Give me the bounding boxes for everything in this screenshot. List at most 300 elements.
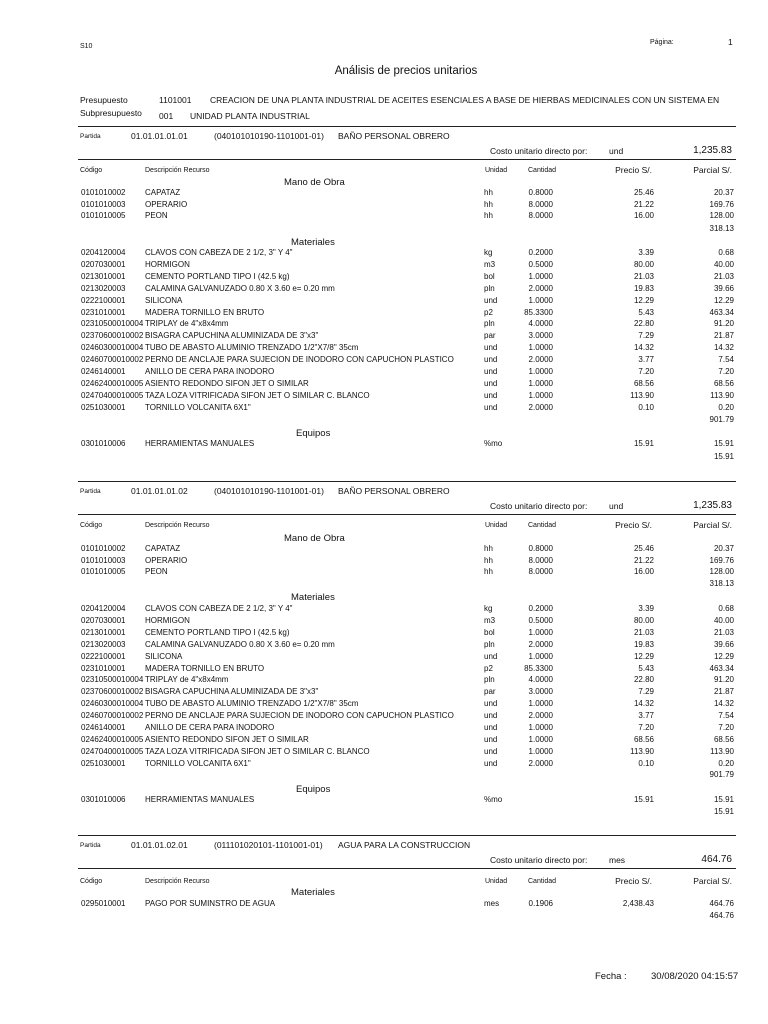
table-row xyxy=(0,379,768,389)
cell-price: 7.29 xyxy=(638,687,654,697)
cell-unit: hh xyxy=(484,211,493,220)
cell-quantity: 0.1906 xyxy=(528,899,553,908)
cell-price: 15.91 xyxy=(633,795,654,804)
cell-unit: und xyxy=(484,699,498,709)
cell-parcial: 463.34 xyxy=(709,307,734,317)
cell-parcial: 21.03 xyxy=(713,627,734,637)
table-row xyxy=(0,544,768,554)
cell-price: 113.90 xyxy=(630,390,654,400)
col-unidad: Unidad xyxy=(485,878,508,885)
partida-name: BAÑO PERSONAL OBRERO xyxy=(338,131,450,141)
cell-description: ANILLO DE CERA PARA INODORO xyxy=(145,367,275,376)
cell-price: 3.39 xyxy=(638,604,654,613)
table-row xyxy=(0,556,768,566)
cell-unit: und xyxy=(484,343,498,353)
cell-description: SILICONA xyxy=(145,651,183,661)
partida-label: Partida xyxy=(80,133,101,140)
cell-price: 68.56 xyxy=(633,378,654,388)
divider xyxy=(78,514,736,515)
subtotal-materiales: 464.76 xyxy=(709,911,734,920)
cell-parcial: 464.76 xyxy=(709,899,734,908)
presupuesto-name: CREACION DE UNA PLANTA INDUSTRIAL DE ACEITES ESENCIALES A BASE DE HIERBAS MEDICINALES CON UN SISTEMA EN xyxy=(210,95,720,105)
cell-unit: und xyxy=(484,734,498,744)
cell-unit: par xyxy=(484,687,496,697)
cell-price: 12.29 xyxy=(633,651,654,661)
cell-parcial: 7.20 xyxy=(718,367,734,376)
cell-description: TAZA LOZA VITRIFICADA SIFON JET O SIMILAR C. BLANCO xyxy=(145,746,370,756)
cell-unit: kg xyxy=(484,604,493,613)
cell-quantity: 0.2000 xyxy=(528,248,553,257)
cell-unit: m3 xyxy=(484,259,496,269)
cell-description: TORNILLO VOLCANITA 6X1" xyxy=(145,402,251,412)
group-mano-obra: Mano de Obra xyxy=(284,533,345,544)
cell-price: 3.39 xyxy=(638,248,654,257)
cell-description: CLAVOS CON CABEZA DE 2 1/2, 3" Y 4" xyxy=(145,248,293,257)
partida-code: 01.01.01.02.01 xyxy=(131,840,188,850)
table-row xyxy=(0,343,768,353)
cell-quantity: 2.0000 xyxy=(528,283,553,293)
cell-parcial: 68.56 xyxy=(713,734,734,744)
cell-unit: und xyxy=(484,746,498,756)
cell-price: 3.77 xyxy=(638,711,654,721)
cell-price: 19.83 xyxy=(633,283,654,293)
table-row xyxy=(0,355,768,365)
cell-quantity: 1.0000 xyxy=(528,699,553,709)
table-row xyxy=(0,795,768,805)
table-row xyxy=(0,260,768,270)
subtotal-equipos: 15.91 xyxy=(713,807,734,816)
cell-unit: kg xyxy=(484,248,493,257)
costo-label: Costo unitario directo por: xyxy=(490,501,588,511)
cell-quantity: 85.3300 xyxy=(524,307,553,317)
cell-unit: hh xyxy=(484,567,493,576)
cell-quantity: 1.0000 xyxy=(528,378,553,388)
fecha-label: Fecha : xyxy=(595,971,627,982)
col-precio: Precio S/. xyxy=(615,520,652,530)
cell-code: 0101010003 xyxy=(81,199,126,209)
divider xyxy=(78,481,736,482)
col-descripcion: Descripción Recurso xyxy=(145,878,210,885)
partida-label: Partida xyxy=(80,488,101,495)
table-row xyxy=(0,319,768,329)
cell-description: MADERA TORNILLO EN BRUTO xyxy=(145,663,265,673)
cell-parcial: 21.87 xyxy=(713,687,734,697)
cell-unit: und xyxy=(484,402,498,412)
cell-price: 5.43 xyxy=(638,663,654,673)
cell-code: 0246140001 xyxy=(81,367,126,376)
col-codigo: Código xyxy=(80,167,103,174)
cell-quantity: 0.8000 xyxy=(528,188,553,197)
cell-description: OPERARIO xyxy=(145,555,188,565)
table-row xyxy=(0,567,768,577)
col-unidad: Unidad xyxy=(485,522,508,529)
cell-price: 7.20 xyxy=(638,367,654,376)
divider xyxy=(78,835,736,836)
cell-price: 2,438.43 xyxy=(622,899,654,908)
cell-quantity: 4.0000 xyxy=(528,675,553,685)
cell-parcial: 113.90 xyxy=(710,390,734,400)
table-row xyxy=(0,248,768,258)
cell-code: 0207030001 xyxy=(81,259,126,269)
cell-unit: m3 xyxy=(484,615,496,625)
cell-unit: %mo xyxy=(484,795,503,804)
table-row xyxy=(0,640,768,650)
col-cantidad: Cantidad xyxy=(528,167,557,174)
col-parcial: Parcial S/. xyxy=(693,520,732,530)
cell-parcial: 20.37 xyxy=(713,188,734,197)
cell-parcial: 14.32 xyxy=(713,343,734,353)
partida-ref: (040101010190-1101001-01) xyxy=(214,486,324,496)
cell-price: 21.03 xyxy=(633,627,654,637)
table-row xyxy=(0,331,768,341)
cell-code: 0301010006 xyxy=(81,795,126,804)
table-row xyxy=(0,403,768,413)
costo-total: 464.76 xyxy=(701,854,732,865)
subpresupuesto-name: UNIDAD PLANTA INDUSTRIAL xyxy=(190,111,310,121)
cell-code: 0101010002 xyxy=(81,188,126,197)
col-descripcion: Descripción Recurso xyxy=(145,167,210,174)
cell-parcial: 40.00 xyxy=(713,259,734,269)
cell-unit: und xyxy=(484,295,498,305)
cell-unit: und xyxy=(484,390,498,400)
cell-quantity: 1.0000 xyxy=(528,627,553,637)
col-codigo: Código xyxy=(80,878,103,885)
group-equipos: Equipos xyxy=(296,428,331,439)
partida-ref: (011101020101-1101001-01) xyxy=(214,840,323,850)
cell-parcial: 0.20 xyxy=(718,402,734,412)
cell-price: 14.32 xyxy=(633,343,654,353)
cell-quantity: 0.5000 xyxy=(528,615,553,625)
cell-parcial: 169.76 xyxy=(709,555,734,565)
cell-quantity: 1.0000 xyxy=(528,390,553,400)
cell-parcial: 91.20 xyxy=(713,319,734,329)
cell-quantity: 1.0000 xyxy=(528,295,553,305)
cell-description: TRIPLAY de 4"x8x4mm xyxy=(145,319,229,329)
cell-code: 02460300010004 xyxy=(81,699,144,709)
cell-parcial: 40.00 xyxy=(713,615,734,625)
cell-quantity: 2.0000 xyxy=(528,402,553,412)
cell-code: 0101010005 xyxy=(81,567,126,576)
cell-description: PERNO DE ANCLAJE PARA SUJECION DE INODORO CON CAPUCHON PLASTICO xyxy=(145,355,454,365)
cell-code: 02310500010004 xyxy=(81,319,144,329)
cell-code: 0246140001 xyxy=(81,723,126,732)
cell-price: 22.80 xyxy=(633,319,654,329)
subtotal-mano-obra: 318.13 xyxy=(709,224,734,233)
cell-description: CEMENTO PORTLAND TIPO I (42.5 kg) xyxy=(145,271,290,281)
cell-description: ASIENTO REDONDO SIFON JET O SIMILAR xyxy=(145,734,309,744)
cell-description: HERRAMIENTAS MANUALES xyxy=(145,439,255,448)
cell-description: TUBO DE ABASTO ALUMINIO TRENZADO 1/2"X7/8" 35cm xyxy=(145,699,359,709)
cell-code: 0213020003 xyxy=(81,283,126,293)
cell-quantity: 8.0000 xyxy=(528,555,553,565)
cell-unit: und xyxy=(484,355,498,365)
presupuesto-code: 1101001 xyxy=(159,95,192,105)
cell-quantity: 1.0000 xyxy=(528,723,553,732)
cell-description: MADERA TORNILLO EN BRUTO xyxy=(145,307,265,317)
cell-parcial: 14.32 xyxy=(713,699,734,709)
cell-description: PAGO POR SUMINSTRO DE AGUA xyxy=(145,899,276,908)
cell-unit: pln xyxy=(484,319,495,329)
cell-parcial: 113.90 xyxy=(710,746,734,756)
cell-parcial: 39.66 xyxy=(713,283,734,293)
cell-parcial: 12.29 xyxy=(713,651,734,661)
cell-code: 0251030001 xyxy=(81,758,126,768)
page-number: 1 xyxy=(728,37,733,47)
cell-code: 02460300010004 xyxy=(81,343,144,353)
cell-code: 0222100001 xyxy=(81,651,126,661)
costo-total: 1,235.83 xyxy=(693,145,732,156)
cell-quantity: 1.0000 xyxy=(528,343,553,353)
cell-description: CAPATAZ xyxy=(145,544,181,553)
cell-description: TUBO DE ABASTO ALUMINIO TRENZADO 1/2"X7/8" 35cm xyxy=(145,343,359,353)
cell-price: 68.56 xyxy=(633,734,654,744)
cell-description: PERNO DE ANCLAJE PARA SUJECION DE INODORO CON CAPUCHON PLASTICO xyxy=(145,711,454,721)
fecha-value: 30/08/2020 04:15:57 xyxy=(651,971,739,982)
cell-unit: und xyxy=(484,651,498,661)
table-row xyxy=(0,687,768,697)
cell-parcial: 39.66 xyxy=(713,639,734,649)
group-mano-obra: Mano de Obra xyxy=(284,177,345,188)
table-row xyxy=(0,711,768,721)
cell-quantity: 1.0000 xyxy=(528,651,553,661)
cell-code: 0204120004 xyxy=(81,604,126,613)
col-cantidad: Cantidad xyxy=(528,878,557,885)
table-row xyxy=(0,699,768,709)
cell-price: 15.91 xyxy=(633,439,654,448)
cell-description: TRIPLAY de 4"x8x4mm xyxy=(145,675,229,685)
subpresupuesto-code: 001 xyxy=(159,111,174,121)
partida-name: AGUA PARA LA CONSTRUCCION xyxy=(338,840,471,850)
cell-description: OPERARIO xyxy=(145,199,188,209)
cell-description: SILICONA xyxy=(145,295,183,305)
cell-description: TORNILLO VOLCANITA 6X1" xyxy=(145,758,251,768)
table-row xyxy=(0,735,768,745)
cell-parcial: 7.54 xyxy=(718,711,734,721)
cell-code: 0251030001 xyxy=(81,402,126,412)
col-unidad: Unidad xyxy=(485,167,508,174)
cell-code: 0204120004 xyxy=(81,248,126,257)
cell-parcial: 169.76 xyxy=(709,199,734,209)
cell-parcial: 21.87 xyxy=(713,331,734,341)
cell-parcial: 7.20 xyxy=(718,723,734,732)
cell-quantity: 8.0000 xyxy=(528,567,553,576)
cell-code: 0213010001 xyxy=(81,271,126,281)
cell-quantity: 2.0000 xyxy=(528,355,553,365)
partida-label: Partida xyxy=(80,842,101,849)
cell-description: ASIENTO REDONDO SIFON JET O SIMILAR xyxy=(145,378,309,388)
cell-code: 02460700010002 xyxy=(81,711,144,721)
cell-parcial: 91.20 xyxy=(713,675,734,685)
cell-parcial: 15.91 xyxy=(713,795,734,804)
cell-price: 0.10 xyxy=(638,402,654,412)
cell-code: 0231010001 xyxy=(81,663,126,673)
cell-unit: hh xyxy=(484,188,493,197)
divider xyxy=(78,868,736,869)
cell-price: 14.32 xyxy=(633,699,654,709)
cell-price: 80.00 xyxy=(633,259,654,269)
cell-unit: bol xyxy=(484,627,495,637)
group-materiales: Materiales xyxy=(291,887,335,898)
table-row xyxy=(0,367,768,377)
cell-code: 0213010001 xyxy=(81,627,126,637)
costo-total: 1,235.83 xyxy=(693,500,732,511)
cell-parcial: 128.00 xyxy=(709,211,734,220)
partida-name: BAÑO PERSONAL OBRERO xyxy=(338,486,450,496)
table-row xyxy=(0,664,768,674)
table-row xyxy=(0,747,768,757)
cell-quantity: 8.0000 xyxy=(528,199,553,209)
cell-description: CLAVOS CON CABEZA DE 2 1/2, 3" Y 4" xyxy=(145,604,293,613)
cell-description: CAPATAZ xyxy=(145,188,181,197)
cell-code: 02370600010002 xyxy=(81,331,144,341)
cell-quantity: 0.2000 xyxy=(528,604,553,613)
cell-price: 80.00 xyxy=(633,615,654,625)
cell-unit: p2 xyxy=(484,307,493,317)
cell-quantity: 85.3300 xyxy=(524,663,553,673)
cell-unit: hh xyxy=(484,199,493,209)
cell-price: 21.22 xyxy=(633,555,654,565)
cell-price: 21.03 xyxy=(633,271,654,281)
cell-price: 7.20 xyxy=(638,723,654,732)
cell-parcial: 0.68 xyxy=(718,604,734,613)
cell-unit: pln xyxy=(484,283,495,293)
cell-quantity: 1.0000 xyxy=(528,271,553,281)
partida-code: 01.01.01.01.02 xyxy=(131,486,188,496)
cell-unit: bol xyxy=(484,271,495,281)
col-parcial: Parcial S/. xyxy=(693,165,732,175)
cell-code: 02462400010005 xyxy=(81,734,144,744)
cell-code: 0101010002 xyxy=(81,544,126,553)
cell-code: 0222100001 xyxy=(81,295,126,305)
cell-code: 0207030001 xyxy=(81,615,126,625)
group-materiales: Materiales xyxy=(291,592,335,603)
cell-parcial: 463.34 xyxy=(709,663,734,673)
cell-price: 25.46 xyxy=(633,188,654,197)
cell-unit: und xyxy=(484,367,498,376)
cell-description: HORMIGON xyxy=(145,615,190,625)
partida-code: 01.01.01.01.01 xyxy=(131,131,188,141)
cell-parcial: 7.54 xyxy=(718,355,734,365)
cell-parcial: 0.68 xyxy=(718,248,734,257)
subtotal-materiales: 901.79 xyxy=(709,770,734,779)
col-codigo: Código xyxy=(80,522,103,529)
cell-unit: und xyxy=(484,378,498,388)
table-row xyxy=(0,604,768,614)
cell-price: 16.00 xyxy=(633,567,654,576)
col-precio: Precio S/. xyxy=(615,876,652,886)
divider xyxy=(78,126,736,127)
cell-code: 0295010001 xyxy=(81,899,126,908)
costo-unit: mes xyxy=(609,855,626,865)
cell-price: 16.00 xyxy=(633,211,654,220)
table-row xyxy=(0,723,768,733)
costo-label: Costo unitario directo por: xyxy=(490,146,588,156)
cell-description: ANILLO DE CERA PARA INODORO xyxy=(145,723,275,732)
cell-unit: hh xyxy=(484,544,493,553)
cell-price: 25.46 xyxy=(633,544,654,553)
cell-description: PEON xyxy=(145,211,168,220)
cell-unit: und xyxy=(484,723,498,732)
table-row xyxy=(0,188,768,198)
costo-label: Costo unitario directo por: xyxy=(490,855,588,865)
cell-code: 0301010006 xyxy=(81,439,126,448)
cell-parcial: 68.56 xyxy=(713,378,734,388)
cell-parcial: 128.00 xyxy=(709,567,734,576)
cell-quantity: 8.0000 xyxy=(528,211,553,220)
system-label: S10 xyxy=(80,43,93,50)
table-row xyxy=(0,899,768,909)
subpresupuesto-label: Subpresupuesto xyxy=(80,108,142,118)
cell-price: 12.29 xyxy=(633,295,654,305)
cell-description: HORMIGON xyxy=(145,259,190,269)
cell-quantity: 3.0000 xyxy=(528,687,553,697)
cell-code: 02310500010004 xyxy=(81,675,144,685)
cell-quantity: 1.0000 xyxy=(528,367,553,376)
cell-quantity: 0.8000 xyxy=(528,544,553,553)
cell-unit: und xyxy=(484,758,498,768)
cell-quantity: 2.0000 xyxy=(528,758,553,768)
cell-parcial: 20.37 xyxy=(713,544,734,553)
cell-description: CALAMINA GALVANUZADO 0.80 X 3.60 e= 0.20 mm xyxy=(145,283,335,293)
cell-price: 0.10 xyxy=(638,758,654,768)
cell-code: 0101010005 xyxy=(81,211,126,220)
table-row xyxy=(0,296,768,306)
partida-ref: (040101010190-1101001-01) xyxy=(214,131,324,141)
cell-unit: p2 xyxy=(484,663,493,673)
cell-description: HERRAMIENTAS MANUALES xyxy=(145,795,255,804)
table-row xyxy=(0,439,768,449)
table-row xyxy=(0,616,768,626)
col-precio: Precio S/. xyxy=(615,165,652,175)
group-materiales: Materiales xyxy=(291,237,335,248)
col-descripcion: Descripción Recurso xyxy=(145,522,210,529)
cell-price: 7.29 xyxy=(638,331,654,341)
cell-parcial: 21.03 xyxy=(713,271,734,281)
cell-quantity: 3.0000 xyxy=(528,331,553,341)
table-row xyxy=(0,391,768,401)
cell-description: BISAGRA CAPUCHINA ALUMINIZADA DE 3"x3" xyxy=(145,687,319,697)
cell-code: 02462400010005 xyxy=(81,378,144,388)
cell-code: 02470400010005 xyxy=(81,746,144,756)
cell-quantity: 4.0000 xyxy=(528,319,553,329)
table-row xyxy=(0,628,768,638)
table-row xyxy=(0,759,768,769)
cell-price: 113.90 xyxy=(630,746,654,756)
cell-unit: pln xyxy=(484,639,495,649)
table-row xyxy=(0,308,768,318)
cell-price: 22.80 xyxy=(633,675,654,685)
cell-quantity: 1.0000 xyxy=(528,734,553,744)
cell-unit: mes xyxy=(484,899,500,908)
presupuesto-label: Presupuesto xyxy=(80,95,128,105)
cell-parcial: 12.29 xyxy=(713,295,734,305)
table-row xyxy=(0,284,768,294)
subtotal-equipos: 15.91 xyxy=(713,452,734,461)
table-row xyxy=(0,272,768,282)
cell-code: 0231010001 xyxy=(81,307,126,317)
page-label: Página: xyxy=(650,39,674,46)
page-title: Análisis de precios unitarios xyxy=(334,65,478,77)
cell-quantity: 0.5000 xyxy=(528,259,553,269)
cell-unit: %mo xyxy=(484,439,503,448)
table-row xyxy=(0,652,768,662)
cell-description: PEON xyxy=(145,567,168,576)
cell-quantity: 2.0000 xyxy=(528,639,553,649)
group-equipos: Equipos xyxy=(296,784,331,795)
table-row xyxy=(0,211,768,221)
cell-description: CALAMINA GALVANUZADO 0.80 X 3.60 e= 0.20 mm xyxy=(145,639,335,649)
divider xyxy=(78,159,736,160)
